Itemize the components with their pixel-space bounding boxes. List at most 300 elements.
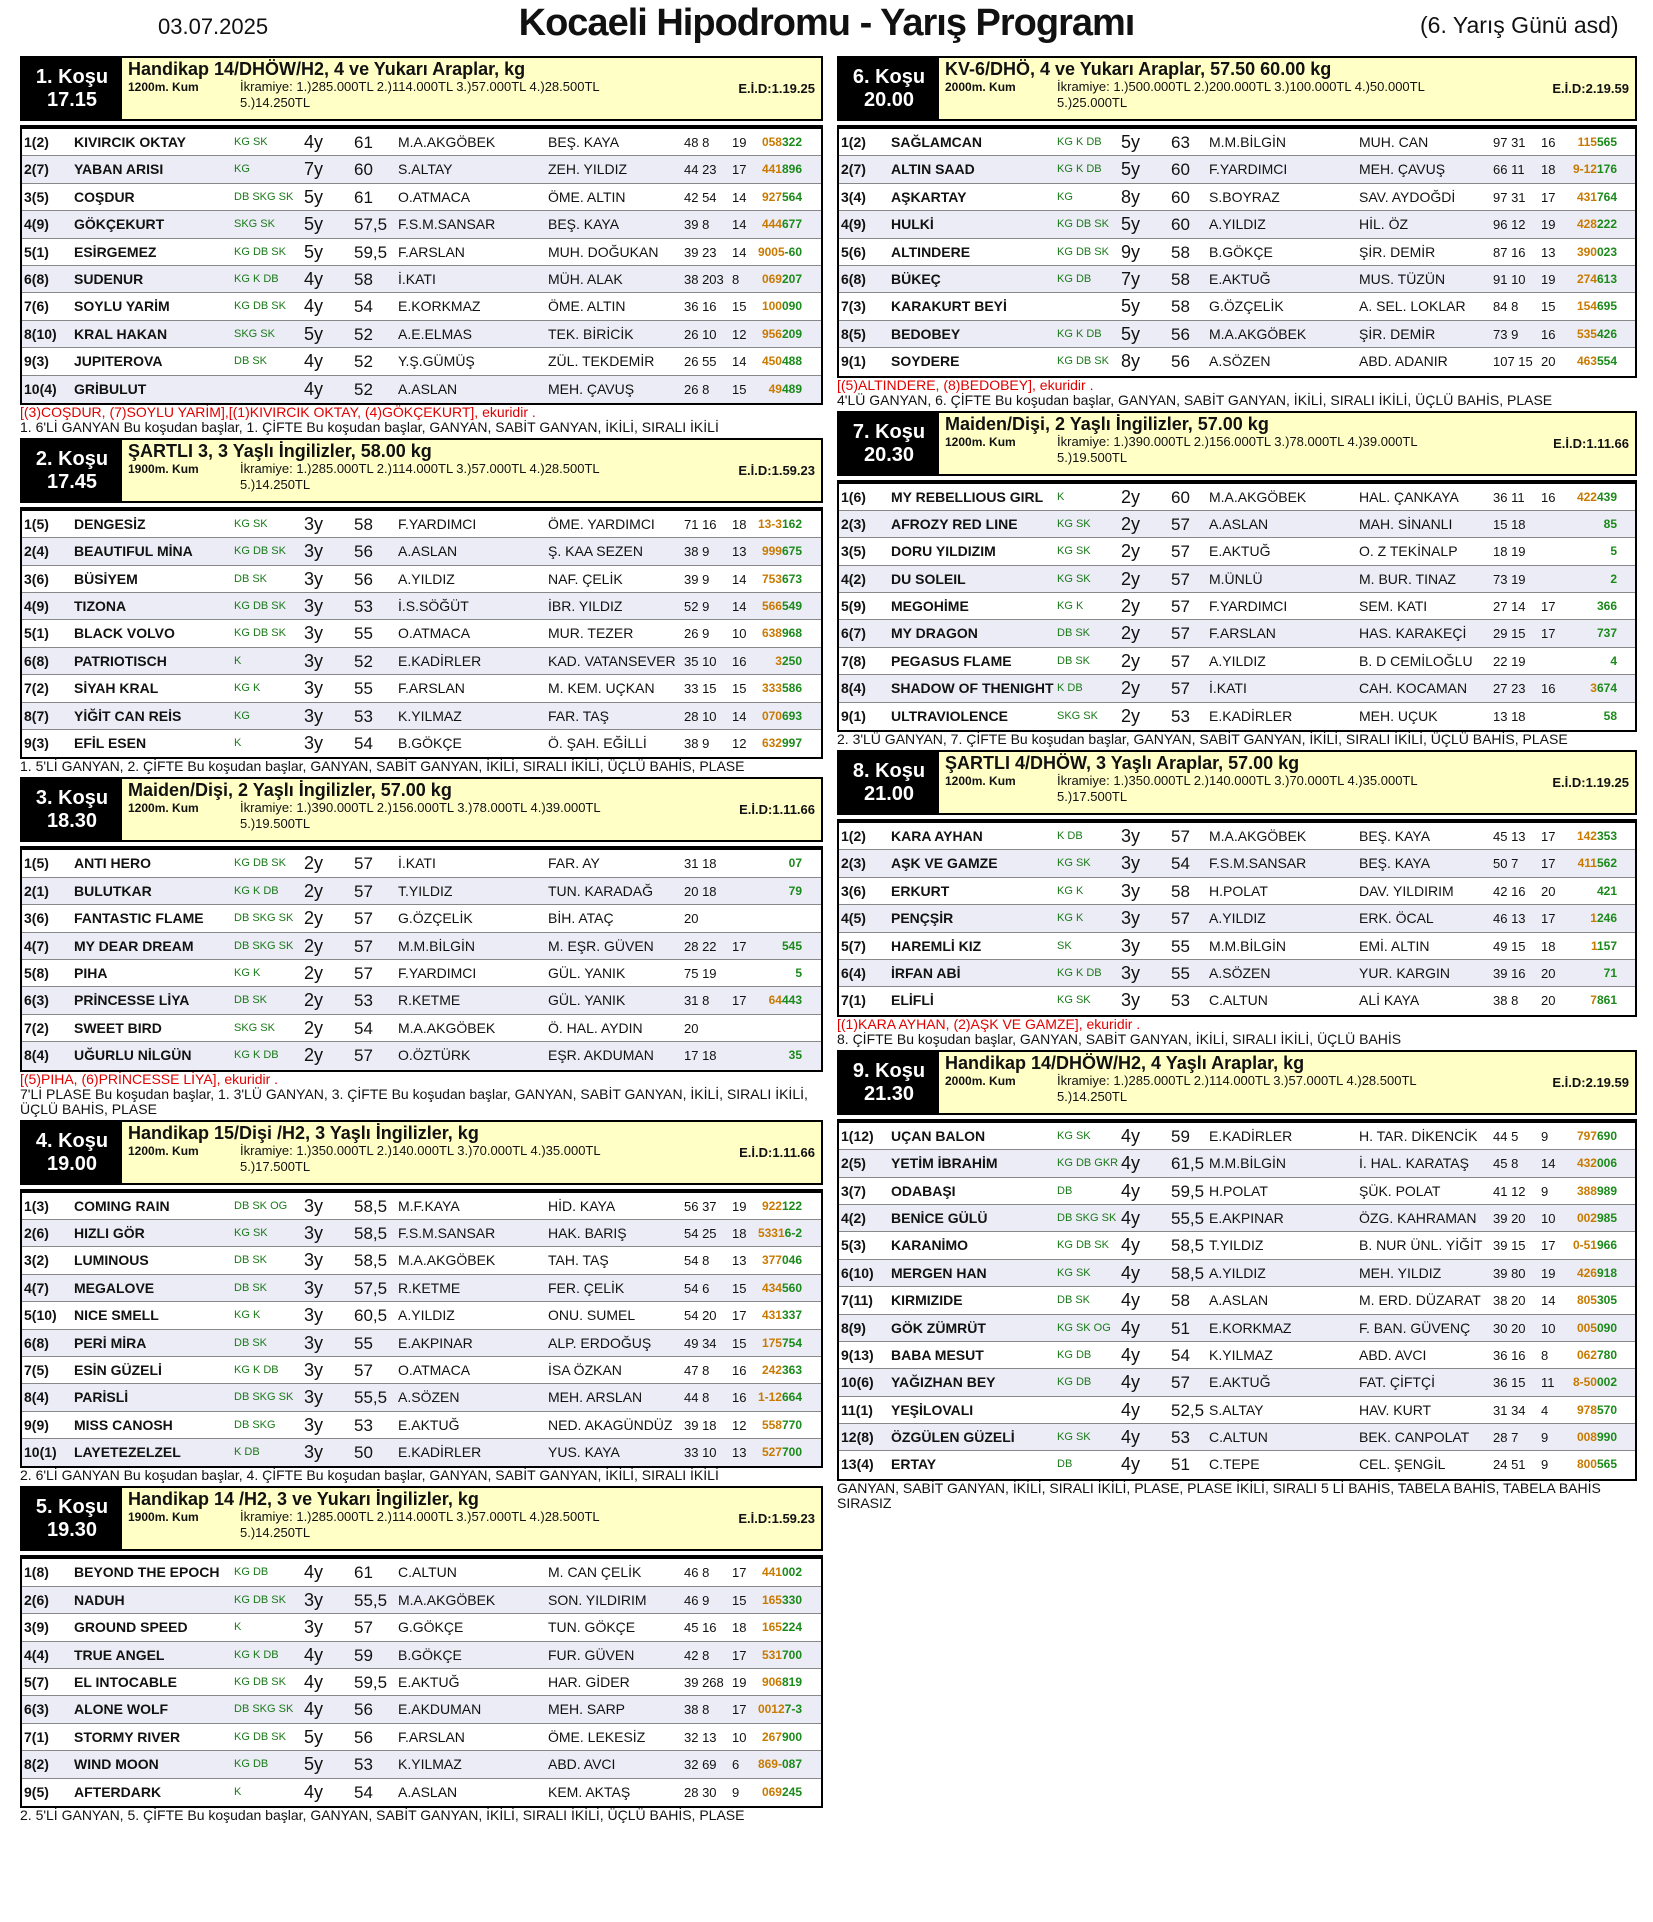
jockey-name: M.A.AKGÖBEK xyxy=(1209,488,1307,505)
horse-row xyxy=(22,730,821,757)
form-earlier: 800 xyxy=(1576,1457,1597,1472)
horse-start: 10 xyxy=(1541,1210,1556,1226)
horse-start: 19 xyxy=(732,135,747,150)
form-earlier: 49 xyxy=(768,381,782,396)
bet-types-note: 8. ÇİFTE Bu koşudan başlar, GANYAN, SABİT GANYAN, İKİLİ, SIRALI İKİLİ, ÜÇLÜ BAHİS xyxy=(837,1030,1402,1047)
horse-age: 2y xyxy=(304,990,324,1011)
trainer-name: HİL. ÖZ xyxy=(1359,216,1409,233)
trainer-name: GÜL. YANIK xyxy=(548,964,626,981)
horse-start: 17 xyxy=(732,938,747,954)
trainer-name: CEL. ŞENGİL xyxy=(1359,1456,1446,1473)
horse-start: 19 xyxy=(1541,217,1556,233)
trainer-name: H. TAR. DİKENCİK xyxy=(1359,1127,1478,1144)
form-recent: 157 xyxy=(1596,938,1617,953)
jockey-name: E.KORKMAZ xyxy=(398,298,481,315)
horse-form xyxy=(744,1669,802,1696)
horse-age: 5y xyxy=(1121,296,1141,317)
horse-weight: 57,5 xyxy=(354,1278,388,1298)
form-recent: 545 xyxy=(781,938,802,953)
jockey-name: İ.KATI xyxy=(1209,680,1247,697)
trainer-name: FER. ÇELİK xyxy=(548,1279,625,1296)
bet-types-note: 2. 5'Lİ GANYAN, 5. ÇİFTE Bu koşudan başlar, GANYAN, SABİT GANYAN, İKİLİ, SIRALI İKİLİ, ÜÇLÜ BAHİS, PLASE xyxy=(20,1806,745,1823)
horse-stats: 32 13 xyxy=(684,1729,717,1745)
horse-equipment: SKG SK xyxy=(234,218,275,231)
horse-form xyxy=(1559,239,1617,266)
horse-stats: 54 8 xyxy=(684,1253,710,1269)
horse-equipment: K xyxy=(234,654,242,667)
horse-form xyxy=(744,1642,802,1669)
form-recent: 700 xyxy=(781,1445,802,1460)
horse-name: YETİM İBRAHİM xyxy=(891,1155,998,1172)
horse-equipment: DB SKG SK xyxy=(1057,1211,1117,1224)
form-recent: 353 xyxy=(1596,829,1617,844)
form-earlier: 377 xyxy=(761,1253,782,1268)
jockey-name: F.S.M.SANSAR xyxy=(398,216,496,233)
jockey-name: M.M.BİLGİN xyxy=(1209,937,1287,954)
horse-age: 3y xyxy=(1121,908,1141,929)
jockey-name: A.SÖZEN xyxy=(398,1389,460,1406)
horse-row xyxy=(839,266,1635,293)
form-recent: 968 xyxy=(781,626,802,641)
horse-number: 2(6) xyxy=(24,1224,49,1241)
trainer-name: Ö. HAL. AYDIN xyxy=(548,1019,643,1036)
horse-stats: 30 20 xyxy=(1493,1320,1526,1336)
form-earlier: 527 xyxy=(761,1445,782,1460)
horse-form xyxy=(744,1302,802,1329)
horse-row xyxy=(22,1330,821,1357)
horse-start: 16 xyxy=(732,1362,747,1378)
horse-number: 6(8) xyxy=(24,1334,49,1351)
horse-number: 10(4) xyxy=(24,380,57,397)
horse-age: 3y xyxy=(304,1305,324,1326)
horse-number: 1(12) xyxy=(841,1127,874,1144)
jockey-name: A.YILDIZ xyxy=(1209,1264,1266,1281)
race-distance: 1900m. Kum xyxy=(128,1510,199,1525)
horse-start: 12 xyxy=(732,326,747,342)
horse-weight: 57 xyxy=(1171,569,1190,589)
horse-form xyxy=(1559,960,1617,987)
trainer-name: SON. YILDIRIM xyxy=(548,1591,647,1608)
horse-number: 4(2) xyxy=(841,1209,866,1226)
horse-row xyxy=(22,1357,821,1384)
horse-equipment: KG DB SK xyxy=(1057,355,1109,368)
horse-weight: 57 xyxy=(1171,827,1190,847)
race-info xyxy=(122,1122,821,1183)
horse-start: 16 xyxy=(1541,681,1556,697)
horse-number: 4(9) xyxy=(24,598,49,615)
horse-start: 20 xyxy=(1541,965,1556,981)
horse-form xyxy=(744,593,802,620)
trainer-name: MAH. SİNANLI xyxy=(1359,515,1453,532)
jockey-name: İ.S.SÖĞÜT xyxy=(398,598,469,615)
form-earlier: 956 xyxy=(761,326,782,341)
horse-age: 5y xyxy=(304,323,324,344)
horse-stats: 107 15 xyxy=(1493,354,1533,370)
trainer-name: HAK. BARIŞ xyxy=(548,1224,627,1241)
race-time: 21.30 xyxy=(863,1082,915,1105)
horse-form xyxy=(1559,1342,1617,1369)
horse-number: 8(9) xyxy=(841,1319,866,1336)
form-recent: 554 xyxy=(1596,354,1617,369)
horse-equipment: KG xyxy=(234,709,250,722)
horse-form xyxy=(1559,823,1617,850)
horse-age: 3y xyxy=(304,733,324,754)
jockey-name: E.AKTUĞ xyxy=(398,1674,460,1691)
horse-start: 10 xyxy=(732,626,747,642)
horse-age: 2y xyxy=(1121,650,1141,671)
horse-equipment: KG DB SK xyxy=(234,627,286,640)
horse-number: 3(7) xyxy=(841,1182,866,1199)
horse-start: 13 xyxy=(732,1253,747,1269)
jockey-name: G.GÖKÇE xyxy=(398,1619,464,1636)
horse-start: 17 xyxy=(732,1565,747,1581)
horse-number: 1(5) xyxy=(24,515,49,532)
trainer-name: MUR. TEZER xyxy=(548,625,634,642)
form-recent: 4 xyxy=(1610,653,1617,668)
race-record: E.İ.D:1.59.23 xyxy=(738,1511,815,1527)
jockey-name: A.YILDIZ xyxy=(398,1307,455,1324)
horse-form xyxy=(744,511,802,538)
trainer-name: M. CAN ÇELİK xyxy=(548,1564,642,1581)
horse-stats: 26 8 xyxy=(684,381,710,397)
horse-weight: 58 xyxy=(354,514,373,534)
trainer-name: ÖME. ALTIN xyxy=(548,298,626,315)
race-number-box xyxy=(22,440,122,501)
page-title: Kocaeli Hipodromu - Yarış Programı xyxy=(518,2,1135,44)
horse-number: 5(1) xyxy=(24,243,49,260)
trainer-name: BİH. ATAÇ xyxy=(548,910,614,927)
horse-age: 4y xyxy=(1121,1454,1141,1475)
race-block xyxy=(20,56,823,435)
horse-row xyxy=(839,933,1635,960)
race-prizes: İkramiye: 1.)500.000TL 2.)200.000TL 3.)100.000TL 4.)50.000TL 5.)25.000TL xyxy=(1057,79,1425,110)
jockey-name: O.ATMACA xyxy=(398,625,471,642)
form-earlier: 3 xyxy=(1590,681,1597,696)
horse-age: 3y xyxy=(1121,990,1141,1011)
horse-name: BEDOBEY xyxy=(891,325,961,342)
horse-number: 3(6) xyxy=(24,910,49,927)
form-earlier: 431 xyxy=(761,1308,782,1323)
horse-age: 5y xyxy=(304,186,324,207)
form-earlier: 9-12 xyxy=(1572,162,1597,177)
trainer-name: Ş. KAA SEZEN xyxy=(548,543,643,560)
horse-number: 10(6) xyxy=(841,1374,874,1391)
bet-types-note: GANYAN, SABİT GANYAN, İKİLİ, SIRALI İKİLİ, PLASE, PLASE İKİLİ, SIRALI 5 Lİ BAHİS, TABELA BAHİS, TABELA BAHİS SIRASIZ xyxy=(837,1479,1601,1511)
horse-equipment: DB SK xyxy=(1057,1294,1091,1307)
horse-name: COŞDUR xyxy=(74,188,135,205)
jockey-name: O.ATMACA xyxy=(398,1361,471,1378)
horse-number: 6(7) xyxy=(841,625,866,642)
horse-stats: 13 18 xyxy=(1493,708,1526,724)
horse-row xyxy=(22,266,821,293)
horse-equipment: DB xyxy=(1057,1458,1073,1471)
form-earlier: 431 xyxy=(1576,189,1597,204)
horse-start: 17 xyxy=(1541,911,1556,927)
horse-weight: 56 xyxy=(354,1700,373,1720)
horse-row xyxy=(839,211,1635,238)
horse-name: DORU YILDIZIM xyxy=(891,543,996,560)
form-recent: 565 xyxy=(1596,135,1617,149)
bet-types-note: 2. 3'LÜ GANYAN, 7. ÇİFTE Bu koşudan başlar, GANYAN, SABİT GANYAN, İKİLİ, SIRALI İKİLİ, ÜÇLÜ BAHİS, PLASE xyxy=(837,731,1568,748)
horse-name: ESİRGEMEZ xyxy=(74,243,157,260)
horse-stats: 87 16 xyxy=(1493,244,1526,260)
horse-form xyxy=(1559,703,1617,730)
horse-weight: 58 xyxy=(1171,881,1190,901)
horse-name: BEAUTIFUL MİNA xyxy=(74,543,193,560)
horse-age: 4y xyxy=(304,378,324,399)
horse-form xyxy=(744,1042,802,1069)
form-recent: 023 xyxy=(1596,244,1617,259)
horse-stats: 50 7 xyxy=(1493,856,1519,872)
horse-table xyxy=(20,511,823,760)
horse-name: EL INTOCABLE xyxy=(74,1674,177,1691)
race-block xyxy=(837,1050,1637,1511)
horse-number: 9(3) xyxy=(24,735,49,752)
trainer-name: FAT. ÇİFTÇİ xyxy=(1359,1374,1435,1391)
jockey-name: F.S.M.SANSAR xyxy=(1209,855,1307,872)
horse-form xyxy=(744,1779,802,1806)
form-earlier: 632 xyxy=(761,736,782,751)
horse-weight: 57 xyxy=(1171,909,1190,929)
form-recent: 209 xyxy=(781,326,802,341)
form-recent: 85 xyxy=(1603,516,1617,531)
horse-row xyxy=(22,566,821,593)
horse-start: 19 xyxy=(732,1198,747,1214)
horse-age: 9y xyxy=(1121,241,1141,262)
horse-row xyxy=(839,878,1635,905)
horse-number: 6(8) xyxy=(24,270,49,287)
form-recent: 780 xyxy=(1596,1347,1617,1362)
horse-number: 7(6) xyxy=(24,298,49,315)
horse-name: SAĞLAMCAN xyxy=(891,134,982,150)
form-recent: 896 xyxy=(781,162,802,177)
horse-equipment: KG SK OG xyxy=(1057,1321,1111,1334)
horse-row xyxy=(22,1724,821,1751)
horse-stats: 33 15 xyxy=(684,681,717,697)
trainer-name: FUR. GÜVEN xyxy=(548,1646,635,1663)
horse-stats: 42 8 xyxy=(684,1647,710,1663)
horse-row xyxy=(839,484,1635,511)
horse-age: 2y xyxy=(1121,705,1141,726)
horse-number: 4(4) xyxy=(24,1646,49,1663)
horse-stats: 39 268 xyxy=(684,1675,724,1691)
jockey-name: E.AKPINAR xyxy=(1209,1209,1284,1226)
horse-weight: 61 xyxy=(354,187,373,207)
jockey-name: C.ALTUN xyxy=(1209,992,1268,1009)
jockey-name: F.YARDIMCI xyxy=(398,515,477,532)
form-recent: 565 xyxy=(1596,1457,1617,1472)
horse-form xyxy=(744,538,802,565)
form-earlier: 869- xyxy=(757,1757,782,1772)
horse-row xyxy=(839,293,1635,320)
horse-age: 4y xyxy=(1121,1290,1141,1311)
horse-stats: 39 18 xyxy=(684,1417,717,1433)
horse-row xyxy=(839,511,1635,538)
horse-number: 1(8) xyxy=(24,1564,49,1581)
horse-age: 2y xyxy=(304,1045,324,1066)
horse-form xyxy=(1559,1150,1617,1177)
horse-weight: 53 xyxy=(354,706,373,726)
form-earlier: 422 xyxy=(1576,489,1597,504)
horse-name: SOYLU YARİM xyxy=(74,298,170,315)
horse-name: MISS CANOSH xyxy=(74,1416,173,1433)
horse-stats: 39 23 xyxy=(684,244,717,260)
horse-weight: 55 xyxy=(1171,936,1190,956)
horse-form xyxy=(744,211,802,238)
horse-table xyxy=(837,823,1637,1017)
horse-equipment: DB xyxy=(1057,1184,1073,1197)
horse-equipment: KG K DB xyxy=(1057,163,1102,176)
horse-form xyxy=(744,293,802,320)
horse-equipment: KG SK xyxy=(234,517,268,530)
horse-weight: 63 xyxy=(1171,133,1190,152)
horse-start: 13 xyxy=(1541,244,1556,260)
horse-name: KARAKURT BEYİ xyxy=(891,298,1007,315)
jockey-name: E.KORKMAZ xyxy=(1209,1319,1292,1336)
trainer-name: MUS. TÜZÜN xyxy=(1359,270,1446,287)
form-earlier: 390 xyxy=(1576,244,1597,259)
horse-weight: 57 xyxy=(354,1618,373,1638)
horse-name: AŞK VE GAMZE xyxy=(891,855,998,872)
horse-stats: 49 15 xyxy=(1493,938,1526,954)
horse-stats: 49 34 xyxy=(684,1335,717,1351)
horse-row xyxy=(22,1439,821,1466)
horse-age: 3y xyxy=(304,1277,324,1298)
horse-stats: 28 7 xyxy=(1493,1430,1519,1446)
horse-start: 18 xyxy=(732,516,747,532)
horse-start: 17 xyxy=(732,1702,747,1718)
trainer-name: M. EŞR. GÜVEN xyxy=(548,937,654,954)
form-earlier: 242 xyxy=(761,1362,782,1377)
horse-age: 4y xyxy=(1121,1427,1141,1448)
jockey-name: M.F.KAYA xyxy=(398,1197,460,1214)
horse-form xyxy=(1559,620,1617,647)
horse-start: 15 xyxy=(732,381,747,397)
horse-form xyxy=(744,1724,802,1751)
race-block xyxy=(20,777,823,1116)
horse-age: 3y xyxy=(1121,935,1141,956)
race-header xyxy=(20,1486,823,1551)
horse-number: 5(6) xyxy=(841,243,866,260)
horse-form xyxy=(1559,1123,1617,1150)
form-recent: 613 xyxy=(1596,271,1617,286)
form-earlier: 906 xyxy=(761,1675,782,1690)
form-earlier: 558 xyxy=(761,1417,782,1432)
horse-number: 3(6) xyxy=(24,570,49,587)
horse-row xyxy=(839,1287,1635,1314)
horse-equipment: KG SK xyxy=(1057,1431,1091,1444)
horse-row xyxy=(839,620,1635,647)
horse-age: 5y xyxy=(304,241,324,262)
horse-equipment: KG DB SK xyxy=(1057,245,1109,258)
horse-age: 2y xyxy=(1121,596,1141,617)
horse-start: 14 xyxy=(732,354,747,370)
horse-form xyxy=(744,648,802,675)
horse-row xyxy=(839,675,1635,702)
horse-name: ANTI HERO xyxy=(74,855,151,872)
race-header xyxy=(20,438,823,503)
form-earlier: 069 xyxy=(761,271,782,286)
horse-number: 2(4) xyxy=(24,543,49,560)
horse-start: 10 xyxy=(1541,1320,1556,1336)
horse-stats: 48 8 xyxy=(684,135,710,150)
race-distance: 1900m. Kum xyxy=(128,461,199,476)
horse-equipment: KG DB SK xyxy=(234,300,286,313)
horse-equipment: KG DB xyxy=(1057,272,1092,285)
race-prizes: İkramiye: 1.)390.000TL 2.)156.000TL 3.)78.000TL 4.)39.000TL 5.)19.500TL xyxy=(1057,433,1418,465)
jockey-name: C.TEPE xyxy=(1209,1456,1260,1473)
horse-stats: 28 22 xyxy=(684,938,717,954)
race-block xyxy=(20,1486,823,1823)
horse-form xyxy=(744,675,802,702)
horse-number: 4(9) xyxy=(24,216,49,233)
horse-row xyxy=(839,850,1635,877)
horse-number: 2(5) xyxy=(841,1155,866,1172)
horse-number: 5(7) xyxy=(841,937,866,954)
horse-form xyxy=(1559,878,1617,905)
horse-form xyxy=(744,1275,802,1302)
horse-start: 14 xyxy=(1541,1156,1556,1172)
race-block xyxy=(20,438,823,775)
horse-age: 5y xyxy=(1121,159,1141,180)
horse-age: 2y xyxy=(304,853,324,874)
horse-equipment: KG DB SK xyxy=(1057,1239,1109,1252)
jockey-name: F.S.M.SANSAR xyxy=(398,1224,496,1241)
horse-table xyxy=(20,1193,823,1469)
form-earlier: 531 xyxy=(761,1647,782,1662)
horse-equipment: DB SKG SK xyxy=(234,1703,294,1716)
trainer-name: MÜH. ALAK xyxy=(548,270,623,287)
jockey-name: E.AKTUĞ xyxy=(1209,1374,1271,1391)
horse-form xyxy=(1559,348,1617,375)
horse-name: PERİ MİRA xyxy=(74,1334,147,1351)
horse-stats: 27 14 xyxy=(1493,599,1526,615)
form-recent: 330 xyxy=(781,1592,802,1607)
horse-stats: 39 8 xyxy=(684,217,710,233)
form-earlier: 999 xyxy=(761,544,782,559)
horse-age: 4y xyxy=(1121,1125,1141,1146)
horse-row xyxy=(839,1342,1635,1369)
race-info xyxy=(122,779,821,840)
jockey-name: M.M.BİLGİN xyxy=(398,937,476,954)
horse-stats: 26 10 xyxy=(684,326,717,342)
form-recent: 690 xyxy=(1596,1128,1617,1143)
trainer-name: EŞR. AKDUMAN xyxy=(548,1047,654,1064)
horse-equipment: KG xyxy=(1057,190,1073,203)
horse-row xyxy=(839,960,1635,987)
horse-equipment: KG K DB xyxy=(234,1049,279,1062)
form-recent: 737 xyxy=(1596,626,1617,641)
jockey-name: K.YILMAZ xyxy=(398,707,462,724)
horse-number: 6(4) xyxy=(841,964,866,981)
race-prizes: İkramiye: 1.)285.000TL 2.)114.000TL 3.)57.000TL 4.)28.500TL 5.)14.250TL xyxy=(240,1509,600,1541)
horse-name: SOYDERE xyxy=(891,353,960,370)
jockey-name: O.ÖZTÜRK xyxy=(398,1047,471,1064)
horse-weight: 52 xyxy=(354,324,373,344)
jockey-name: F.ARSLAN xyxy=(1209,625,1276,642)
horse-weight: 58,5 xyxy=(1171,1236,1205,1256)
horse-weight: 58 xyxy=(1171,242,1190,262)
race-block xyxy=(837,56,1637,408)
horse-stats: 36 15 xyxy=(1493,1375,1526,1391)
race-conditions: Handikap 14 /H2, 3 ve Yukarı İngilizler, kg xyxy=(128,1489,479,1510)
horse-start: 15 xyxy=(1541,299,1556,315)
horse-equipment: KG SK xyxy=(1057,572,1091,585)
horse-stats: 31 34 xyxy=(1493,1402,1526,1418)
horse-equipment: KG DB SK xyxy=(234,1593,286,1606)
horse-stats: 28 10 xyxy=(684,708,717,724)
trainer-name: TUN. GÖKÇE xyxy=(548,1619,636,1636)
